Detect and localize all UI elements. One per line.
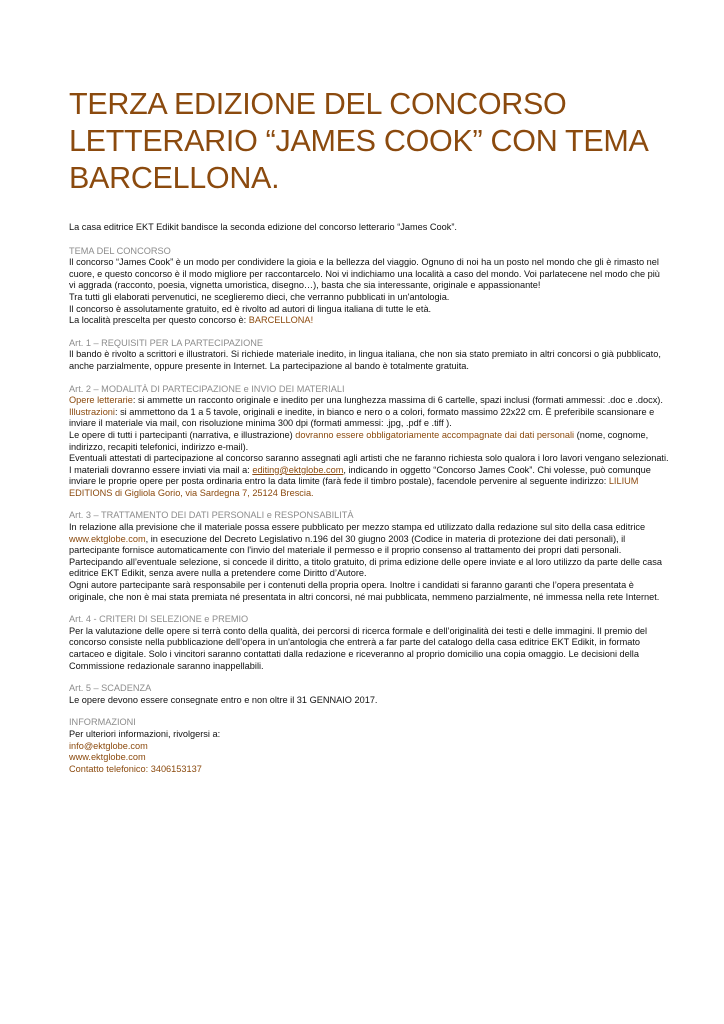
intro-paragraph: La casa editrice EKT Edikit bandisce la seconda edizione del concorso letterario “James Cook”. [69, 222, 457, 232]
section-art-4 [69, 614, 669, 672]
tema-paragraph-3: Il concorso è assolutamente gratuito, ed è rivolto ad autori di lingua italiana di tutte le età. [69, 303, 432, 314]
submission-middle: , indicando in oggetto “Concorso James Cook”. Chi volesse, può comunque inviare le proprie opere per posta ordinaria entro la data limite (farà fede il timbro postale), facendole pervenire al seguente indirizzo: [69, 464, 651, 487]
section-art-3 [69, 510, 669, 603]
section-heading-tema: TEMA DEL CONCORSO [69, 245, 171, 256]
section-art-2 [69, 384, 669, 500]
document-page [69, 86, 669, 775]
editing-email-link[interactable]: editing@ektglobe.com [252, 464, 344, 475]
tema-location: BARCELLONA! [248, 315, 314, 326]
tema-location-prefix: La località prescelta per questo concorso è: [69, 315, 249, 326]
section-info [69, 717, 669, 775]
art-2-paragraph-submission [69, 453, 669, 499]
art-3-prefix: In relazione alla previsione che il materiale possa essere pubblicato per mezzo stampa ed utilizzato dalla redazione sul sito della casa editrice [69, 522, 646, 533]
literary-works-label: Opere letterarie [69, 395, 133, 406]
website-link[interactable]: www.ektglobe.com [69, 533, 146, 544]
section-art-1 [69, 338, 669, 373]
personal-data-prefix: Le opere di tutti i partecipanti (narrativa, e illustrazione) [69, 429, 296, 440]
section-heading-art-1: Art. 1 – REQUISITI PER LA PARTECIPAZIONE [69, 337, 264, 348]
art-5-paragraph: Le opere devono essere consegnate entro e non oltre il 31 GENNAIO 2017. [69, 694, 378, 705]
section-heading-art-5: Art. 5 – SCADENZA [69, 683, 152, 694]
section-heading-info: INFORMAZIONI [69, 717, 136, 728]
illustrations-text: : si ammettono da 1 a 5 tavole, originali e inedite, in bianco e nero o a colori, formato massimo 22x22 cm. È preferibile scansionare e inviare il materiale via mail, con risoluzione minima 300 dpi (formati ammessi: .jpg, .pdf e .tiff ). [69, 406, 655, 429]
section-tema [69, 246, 669, 327]
tema-paragraph-1: Il concorso “James Cook” è un modo per condividere la gioia e la bellezza del viaggio. Ognuno di noi ha un posto nel mondo che gli è rimasto nel cuore, e questo concorso è il modo migliore per raccontarcelo. Noi vi indichiamo una località a caso del mondo. Voi parlatecene nel modo che più vi aggrada (racconto, poesia, vignetta umoristica, disegno…), basta che sia interessante, originale e appassionante! [69, 257, 660, 291]
info-email-link[interactable]: info@ektglobe.com [69, 740, 148, 751]
section-heading-art-3: Art. 3 – TRATTAMENTO DEI DATI PERSONALI e RESPONSABILITÀ [69, 510, 354, 521]
art-4-paragraph: Per la valutazione delle opere si terrà conto della qualità, dei percorsi di ricerca formale e dell’originalità dei testi e delle immagini. Il premio del concorso consiste nella pubblicazione dell’opera in un'antologia che entrerà a far parte del catalogo della casa editrice EKT Edikit, in formato cartaceo e digitale. Solo i vincitori saranno contattati dalla redazione e riceveranno al proprio domicilio una copia omaggio. Le decisioni della Commissione redazionale saranno inappellabili. [69, 625, 648, 671]
art-3-paragraph-2: Ogni autore partecipante sarà responsabile per i contenuti della propria opera. Inoltre i candidati si faranno garanti che l’opera presentata è originale, che non è mai stata premiata né presentata in altri concorsi, né mai pubblicata, nemmeno parzialmente, né immessa nella rete Internet. [69, 580, 660, 602]
art-2-paragraph-illustrations [69, 407, 669, 430]
tema-paragraph-2: Tra tutti gli elaborati pervenutici, ne sceglieremo dieci, che verranno pubblicati in un'antologia. [69, 291, 450, 302]
art-2-paragraph-personal-data [69, 430, 669, 453]
art-3-rest: , in esecuzione del Decreto Legislativo n.196 del 30 giugno 2003 (Codice in materia di protezione dei dati personali), il partecipante fornisce automaticamente con l'invio del materiale il permesso e il proprio consenso al trattamento dei propri dati personali. Partecipando all’eventuale selezione, si concede il diritto, a titolo gratuito, di prima edizione delle opere inviate e al loro utilizzo da parte delle casa editrice EKT Edikit, senza avere nulla a pretendere come Diritto d’Autore. [69, 533, 662, 579]
info-paragraph: Per ulteriori informazioni, rivolgersi a: [69, 728, 221, 739]
tema-paragraph-4 [69, 315, 669, 327]
page-title: TERZA EDIZIONE DEL CONCORSO LETTERARIO “JAMES COOK” CON TEMA BARCELLONA. [69, 87, 647, 195]
section-heading-art-4: Art. 4 - CRITERI DI SELEZIONE e PREMIO [69, 614, 249, 625]
art-1-paragraph: Il bando è rivolto a scrittori e illustratori. Si richiede materiale inedito, in lingua italiana, che non sia stato premiato in altri concorsi o già pubblicato, anche parzialmente, oppure presente in Internet. La partecipazione al bando è totalmente gratuita. [69, 349, 661, 371]
personal-data-rest: (nome, cognome, indirizzo, recapiti telefonici, indirizzo e-mail). [69, 429, 649, 452]
section-art-5 [69, 683, 669, 706]
postal-address: LILIUM EDITIONS di Gigliola Gorio, via Sardegna 7, 25124 Brescia. [69, 476, 639, 498]
info-website-link[interactable]: www.ektglobe.com [69, 752, 146, 763]
art-3-paragraph-1 [69, 522, 669, 580]
art-2-paragraph-literary [69, 395, 669, 407]
illustrations-label: Illustrazioni [69, 406, 115, 417]
info-phone: Contatto telefonico: 3406153137 [69, 763, 202, 774]
section-heading-art-2: Art. 2 – MODALITÀ DI PARTECIPAZIONE e INVIO DEI MATERIALI [69, 383, 345, 394]
personal-data-requirement: dovranno essere obbligatoriamente accompagnate dai dati personali [295, 429, 575, 440]
submission-prefix: Eventuali attestati di partecipazione al concorso saranno assegnati agli artisti che ne faranno richiesta solo qualora i loro lavori vengano selezionati. I materiali dovranno essere inviati via mail a: [69, 453, 669, 475]
literary-works-text: : si ammette un racconto originale e inedito per una lunghezza massima di 6 cartelle, spazi inclusi (formati ammessi: .doc e .docx). [132, 395, 663, 406]
